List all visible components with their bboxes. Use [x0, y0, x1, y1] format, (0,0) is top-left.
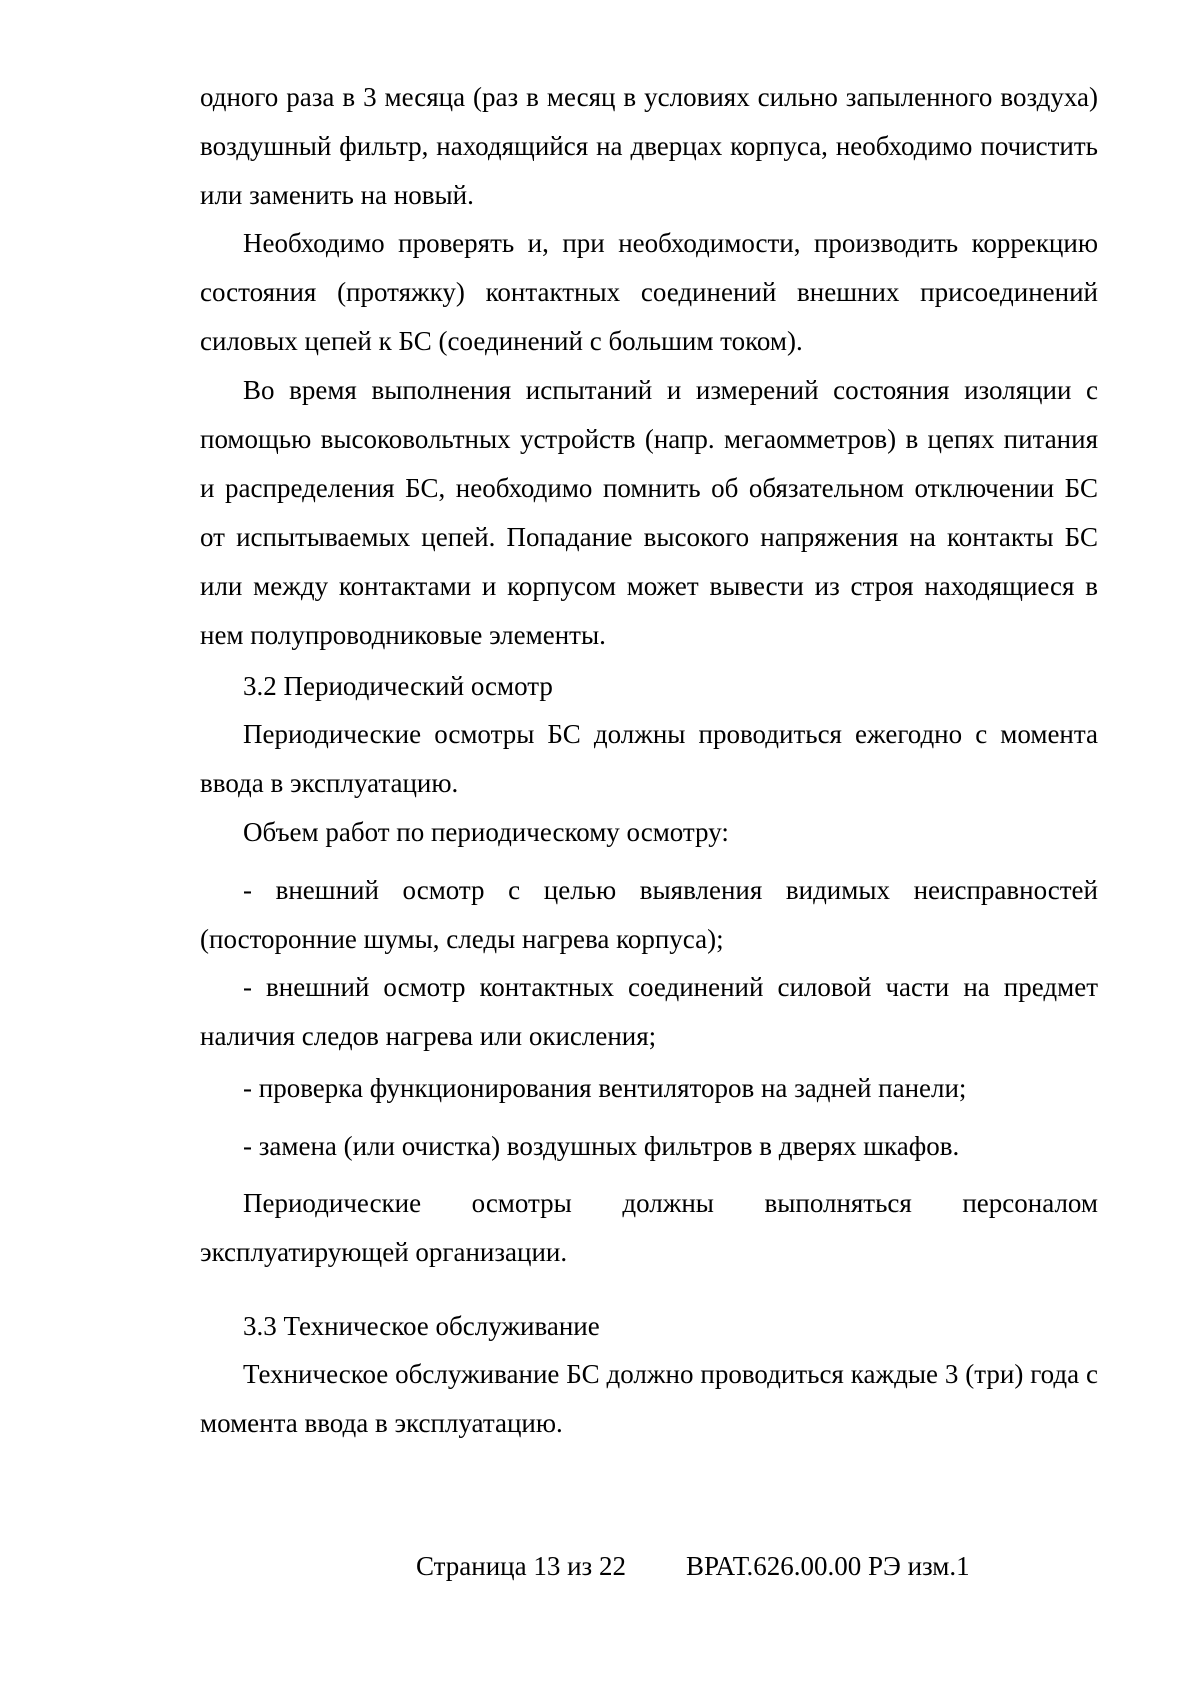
section-heading-3-2: 3.2 Периодический осмотр	[243, 671, 553, 701]
list-item-fan-check: - проверка функционирования вентиляторов на задней панели;	[243, 1073, 967, 1103]
section-heading-3-3: 3.3 Техническое обслуживание	[243, 1311, 600, 1341]
paragraph-periodic-intro: Периодические осмотры БС должны проводиться ежегодно с момента ввода в эксплуатацию.	[200, 719, 1098, 798]
paragraph-insulation-test: Во время выполнения испытаний и измерений состояния изоляции с помощью высоковольтных устройств (напр. мегаомметров) в цепях питания и распределения БС, необходимо помнить об обязательном отключении БС от испытываемых цепей. Попадание высокого напряжения на контакты БС или между контактами и корпусом может вывести из строя находящиеся в нем полупроводниковые элементы.	[200, 375, 1098, 650]
paragraph-periodic-closing: Периодические осмотры должны выполняться персоналом эксплуатирующей организации.	[200, 1188, 1098, 1267]
paragraph-scope-label: Объем работ по периодическому осмотру:	[243, 817, 729, 847]
document-code: ВРАТ.626.00.00 РЭ изм.1	[686, 1551, 970, 1581]
page-footer	[0, 1542, 1191, 1590]
page-number: Страница 13 из 22	[416, 1551, 626, 1581]
paragraph-maintenance-intro: Техническое обслуживание БС должно проводиться каждые 3 (три) года с момента ввода в эксплуатацию.	[200, 1359, 1098, 1438]
list-item-filter-replacement: - замена (или очистка) воздушных фильтров в дверях шкафов.	[243, 1131, 960, 1161]
list-item-contact-inspection: - внешний осмотр контактных соединений силовой части на предмет наличия следов нагрева или окисления;	[200, 972, 1098, 1051]
paragraph-air-filter: одного раза в 3 месяца (раз в месяц в условиях сильно запыленного воздуха) воздушный фильтр, находящийся на дверцах корпуса, необходимо почистить или заменить на новый.	[200, 82, 1098, 210]
list-item-external-inspection: - внешний осмотр с целью выявления видимых неисправностей (посторонние шумы, следы нагрева корпуса);	[200, 875, 1098, 954]
paragraph-contact-check: Необходимо проверять и, при необходимости, производить коррекцию состояния (протяжку) контактных соединений внешних присоединений силовых цепей к БС (соединений с большим током).	[200, 228, 1098, 356]
